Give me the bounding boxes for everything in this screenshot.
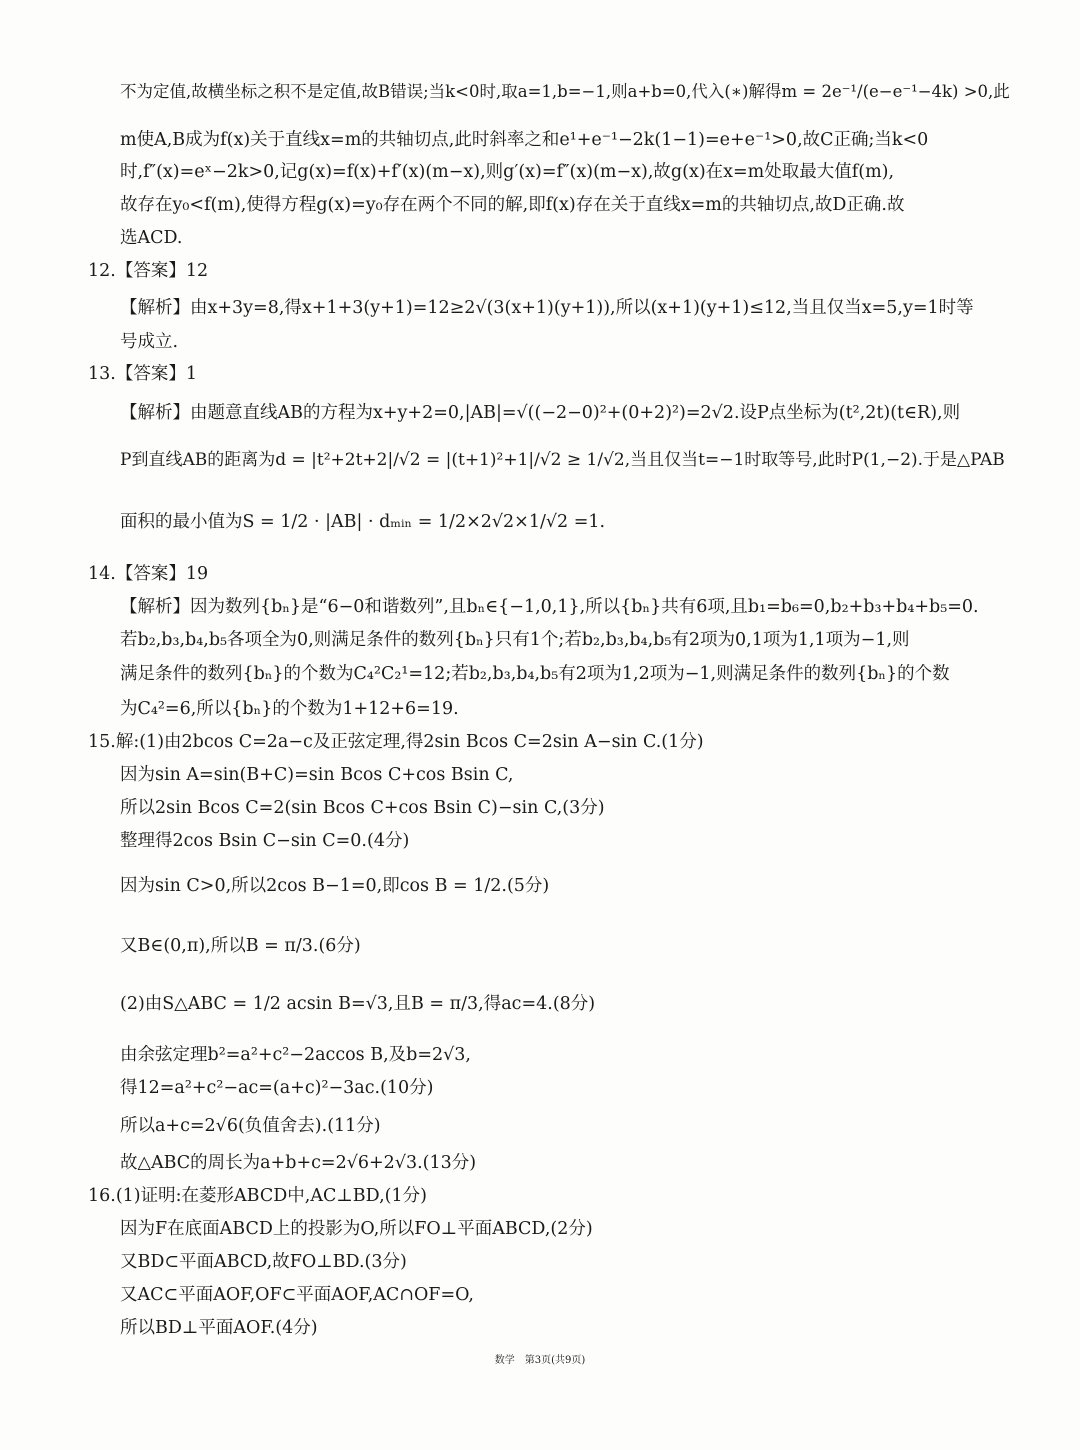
text-line: 故存在y₀<f(m),使得方程g(x)=y₀存在两个不同的解,即f(x)存在关于直线x=m的共轴切点,故D正确.故 <box>120 195 905 215</box>
text-line: 又B∈(0,π),所以B = π/3.(6分) <box>120 936 361 956</box>
text-line: 又BD⊂平面ABCD,故FO⊥BD.(3分) <box>120 1252 407 1272</box>
text-line: (2)由S△ABC = 1/2 acsin B=√3,且B = π/3,得ac=4.(8分) <box>120 994 596 1014</box>
answer-heading-13: 13.【答案】1 <box>88 364 197 384</box>
solution-heading-16: 16.(1)证明:在菱形ABCD中,AC⊥BD,(1分) <box>88 1186 427 1206</box>
text-line: P到直线AB的距离为d = |t²+2t+2|/√2 = |(t+1)²+1|/√2 ≥ 1/√2,当且仅当t=−1时取等号,此时P(1,−2).于是△PAB <box>120 450 1005 470</box>
text-line: 【解析】由题意直线AB的方程为x+y+2=0,|AB|=√((−2−0)²+(0+2)²)=2√2.设P点坐标为(t²,2t)(t∈R),则 <box>120 403 961 423</box>
text-line: 选ACD. <box>120 228 183 248</box>
text-line: 得12=a²+c²−ac=(a+c)²−3ac.(10分) <box>120 1078 434 1098</box>
solution-heading-15: 15.解:(1)由2bcos C=2a−c及正弦定理,得2sin Bcos C=2sin A−sin C.(1分) <box>88 732 704 752</box>
answer-heading-12: 12.【答案】12 <box>88 261 209 281</box>
text-line: 因为sin A=sin(B+C)=sin Bcos C+cos Bsin C, <box>120 765 514 785</box>
text-line: 又AC⊂平面AOF,OF⊂平面AOF,AC∩OF=O, <box>120 1285 474 1305</box>
page-footer: 数学 第3页(共9页) <box>494 1355 586 1366</box>
text-line: 满足条件的数列{bₙ}的个数为C₄²C₂¹=12;若b₂,b₃,b₄,b₅有2项为1,2项为−1,则满足条件的数列{bₙ}的个数 <box>120 664 950 684</box>
text-line: 因为F在底面ABCD上的投影为O,所以FO⊥平面ABCD,(2分) <box>120 1219 593 1239</box>
text-line: 若b₂,b₃,b₄,b₅各项全为0,则满足条件的数列{bₙ}只有1个;若b₂,b₃,b₄,b₅有2项为0,1项为1,1项为−1,则 <box>120 630 910 650</box>
text-line: 时,f″(x)=eˣ−2k>0,记g(x)=f(x)+f′(x)(m−x),则g′(x)=f″(x)(m−x),故g(x)在x=m处取最大值f(m), <box>120 162 895 182</box>
text-line: 面积的最小值为S = 1/2 · |AB| · dₘᵢₙ = 1/2×2√2×1/√2 =1. <box>120 512 606 532</box>
text-line: 为C₄²=6,所以{bₙ}的个数为1+12+6=19. <box>120 699 459 719</box>
answer-heading-14: 14.【答案】19 <box>88 564 209 584</box>
text-line: 所以a+c=2√6(负值舍去).(11分) <box>120 1116 381 1136</box>
text-line: 号成立. <box>120 332 179 352</box>
text-line: 【解析】由x+3y=8,得x+1+3(y+1)=12≥2√(3(x+1)(y+1)),所以(x+1)(y+1)≤12,当且仅当x=5,y=1时等 <box>120 298 974 318</box>
text-line: 因为sin C>0,所以2cos B−1=0,即cos B = 1/2.(5分) <box>120 876 550 896</box>
text-line: 整理得2cos Bsin C−sin C=0.(4分) <box>120 831 410 851</box>
text-line: 不为定值,故横坐标之积不是定值,故B错误;当k<0时,取a=1,b=−1,则a+b=0,代入(∗)解得m = 2e⁻¹/(e−e⁻¹−4k) >0,此 <box>120 82 1010 101</box>
text-line: 【解析】因为数列{bₙ}是“6−0和谐数列”,且bₙ∈{−1,0,1},所以{bₙ}共有6项,且b₁=b₆=0,b₂+b₃+b₄+b₅=0. <box>120 597 979 617</box>
text-line: 所以BD⊥平面AOF.(4分) <box>120 1318 318 1338</box>
text-line: 所以2sin Bcos C=2(sin Bcos C+cos Bsin C)−sin C,(3分) <box>120 798 605 818</box>
text-line: 由余弦定理b²=a²+c²−2accos B,及b=2√3, <box>120 1045 471 1065</box>
text-line: 故△ABC的周长为a+b+c=2√6+2√3.(13分) <box>120 1153 477 1173</box>
text-line: m使A,B成为f(x)关于直线x=m的共轴切点,此时斜率之和e¹+e⁻¹−2k(1−1)=e+e⁻¹>0,故C正确;当k<0 <box>120 130 929 150</box>
